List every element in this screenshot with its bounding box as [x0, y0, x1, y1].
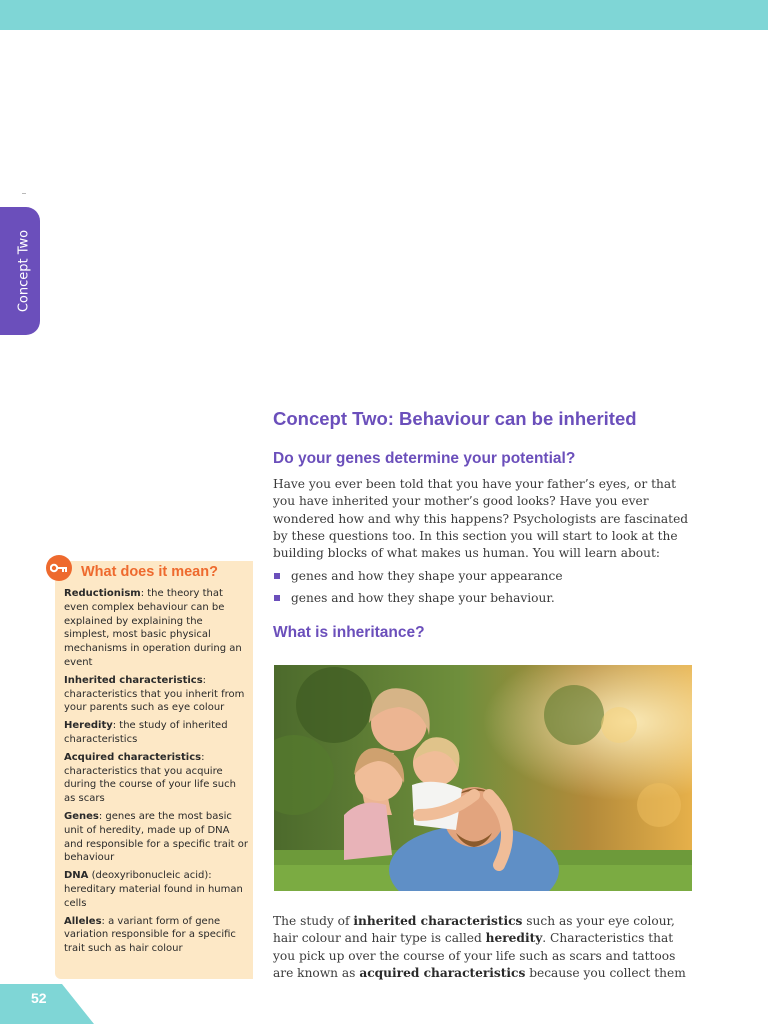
chapter-side-tab-label: Concept Two [16, 229, 32, 313]
glossary-definition: : characteristics that you acquire during the course of your life such as scars [64, 751, 236, 805]
bullet-text: genes and how they shape your appearance [291, 569, 563, 583]
key-icon [46, 555, 72, 581]
bullet-item [273, 568, 693, 590]
family-photo-illustration [274, 665, 692, 891]
glossary-definition: : the study of inherited characteristics [64, 720, 228, 745]
glossary-title: What does it mean? [81, 564, 218, 580]
section-heading-inheritance: What is inheritance? [273, 624, 425, 641]
para-text: The study of [273, 914, 354, 928]
glossary-term: Alleles [64, 915, 102, 927]
glossary-entry [64, 674, 250, 715]
glossary-term: Genes [64, 810, 99, 822]
para-bold-term: inherited characteristics [353, 914, 523, 928]
glossary-definition: (deoxyribonucleic acid): hereditary material found in human cells [64, 870, 243, 909]
para-text: such as your eye colour, hair colour and hair type is called [273, 914, 675, 946]
glossary-term: Reductionism [64, 588, 141, 599]
margin-tick [22, 193, 26, 194]
glossary-entry [64, 810, 250, 865]
glossary-entry [64, 751, 250, 806]
glossary-definition: : characteristics that you inherit from your parents such as eye colour [64, 674, 245, 714]
family-photo [274, 665, 692, 891]
bullet-text: genes and how they shape your behaviour. [291, 591, 555, 605]
glossary-entry [64, 587, 250, 670]
page-number-corner [0, 984, 94, 1024]
page-number: 52 [31, 990, 47, 1006]
glossary-entry [64, 719, 250, 747]
glossary-definition: : genes are the most basic unit of heredity, made up of DNA and responsible for a specific trait or behaviour [64, 810, 248, 864]
glossary-entry [64, 915, 250, 956]
para-text: . Characteristics that you pick up over the course of your life such as scars and tattoos are known as [273, 931, 676, 980]
section-heading-genes: Do your genes determine your potential? [273, 450, 576, 467]
glossary-term: DNA [64, 870, 89, 882]
bullet-square-icon [274, 573, 280, 579]
para-bold-term: heredity [485, 931, 543, 946]
inheritance-paragraph [273, 913, 693, 982]
bullet-item [273, 590, 693, 612]
para-bold-term: acquired characteristics [359, 965, 526, 980]
glossary-entry [64, 869, 250, 910]
intro-paragraph: Have you ever been told that you have your father’s eyes, or that you have inherited your mother’s good looks? Have you ever wondered how and why this happens? Psychologists are fascinated by these questions too. In this section you will start to look at the building blocks of what makes us human. You will learn about: [273, 477, 689, 561]
glossary-term: Acquired characteristics [64, 751, 202, 763]
glossary-definition: : the theory that even complex behaviour can be explained by explaining the simplest, most basic physical mechanisms in operation during an event [64, 588, 242, 668]
glossary-term: Heredity [64, 720, 113, 732]
glossary-list [64, 587, 250, 960]
glossary-definition: : a variant form of gene variation responsible for a specific trait such as hair colour [64, 915, 236, 955]
glossary-term: Inherited characteristics [64, 674, 203, 686]
para-text: because you collect them [525, 965, 686, 980]
top-color-band [0, 0, 768, 30]
learning-bullets [273, 568, 693, 612]
bullet-square-icon [274, 595, 280, 601]
page-title: Concept Two: Behaviour can be inherited [273, 408, 637, 429]
